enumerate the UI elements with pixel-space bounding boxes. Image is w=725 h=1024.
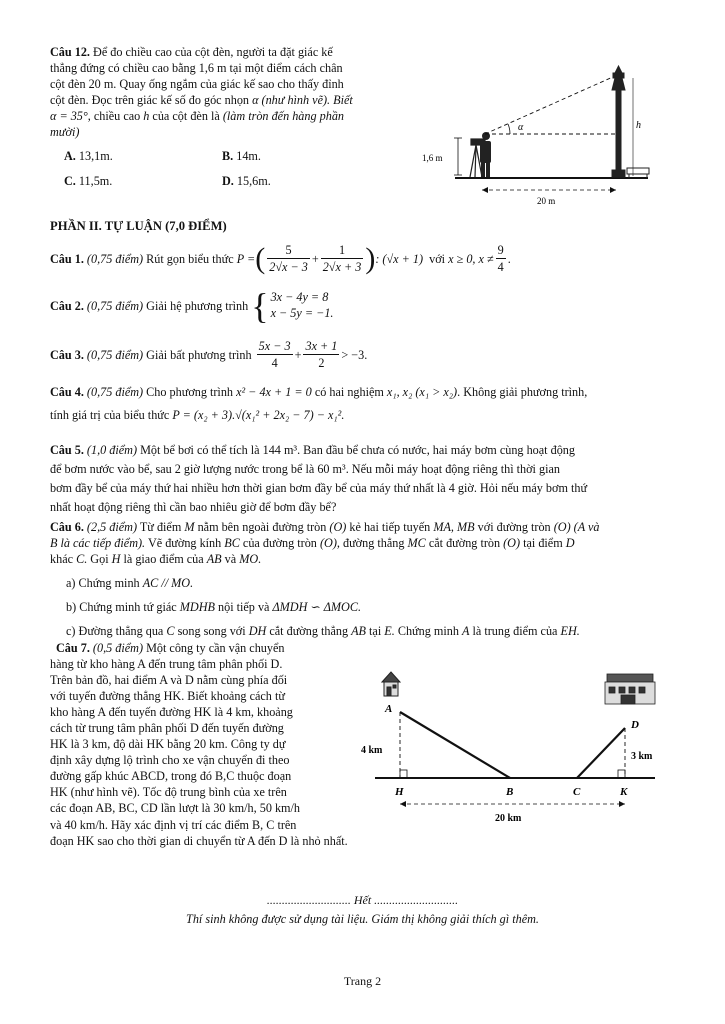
question-label: Câu 7. [56,641,90,655]
question-label: Câu 3. [50,347,84,362]
text: đường gấp khúc ABCD, trong đó B,C thuộc đoạn [50,769,292,784]
equation: x − 5y = −1. [270,306,334,320]
numerator: 1 [321,242,364,259]
math: + [311,251,319,266]
text: nhất hoạt động riêng thì cần bao nhiêu giờ để bơm đầy bể? [50,499,337,514]
option-value: 14m. [236,149,261,163]
brace: { [251,286,269,326]
option-label: D. [222,174,234,188]
fraction [267,242,310,275]
math: C. [76,552,88,567]
points: (0,75 điểm) [86,385,144,399]
denominator: 4 [497,260,504,275]
text: B là các tiếp điểm). [50,536,146,551]
math: > −3. [341,347,368,362]
distance-a-label: 4 km [361,745,383,756]
text: với [429,251,446,266]
text: (A và [573,520,600,534]
math: (O) [329,520,347,534]
points: (1,0 điểm) [86,443,138,457]
text: là trung điểm của [472,624,558,639]
points: (0,75 điểm) [86,298,144,313]
math: DH [248,624,267,639]
bench-icon [627,168,649,178]
text: Rút gọn biểu thức [146,251,234,266]
text: Từ điểm [139,520,182,534]
question-label: Câu 1. [50,251,84,266]
fraction [303,338,339,371]
math: + [294,347,302,362]
section-title: PHẦN II. TỰ LUẬN (7,0 ĐIỂM) [50,219,227,233]
text: để bơm nước vào bể, sau 2 giờ lượng nước trong bể là [50,461,315,476]
question-label: Câu 12. [50,45,90,59]
option-value: 11,5m. [78,174,113,188]
math: α [252,93,259,108]
angle-arc [508,124,510,134]
math: (O) [503,536,521,551]
math: AC // MO. [142,576,194,591]
math: H [111,552,121,567]
point-h: H [395,786,404,798]
math: AB [351,624,366,639]
question-label: Câu 5. [50,443,84,457]
essay-question-6 [50,519,700,640]
part-b: b) Chứng minh tứ giác [66,600,177,615]
math: MDHB [179,600,215,615]
numerator: 9 [496,242,506,259]
math: MA, MB [433,520,475,534]
text: , chiều cao [87,109,141,124]
option-label: A. [64,149,76,163]
hk-length-label: 20 km [495,813,522,824]
essay-question-1 [50,242,690,275]
text: Giải bất phương trình [146,347,252,362]
option-value: 13,1m. [78,149,113,163]
text: khác [50,552,74,567]
text: HK là 3 km, độ dài HK bằng 20 km. Công ty dự [50,737,286,752]
text: tính giá trị của biểu thức [50,407,170,422]
text: Giải hệ phương trình [146,298,249,313]
question-label: Câu 2. [50,298,84,313]
text: của đường tròn [242,536,317,551]
math: (O), [319,536,340,551]
math: BC [224,536,240,551]
math: D [565,536,575,551]
paren: ( [255,241,266,275]
essay-question-3 [50,338,367,371]
math: EH. [560,624,580,639]
text: thẳng đứng có chiều cao bằng 1,6 m tại một điểm cách chân [50,61,343,76]
text: Một công ty cần vận chuyển [146,641,285,655]
alpha-label: α [518,122,524,133]
text: Trên bản đồ, hai điểm A và D nằm cùng phía đối [50,673,288,688]
text: cột đèn 20 m. Quay ống ngắm của giác kế sao cho thấy đỉnh [50,77,344,92]
text: là giao điểm của [123,552,204,567]
warehouse-icon [382,672,400,696]
distribution-center-icon [605,674,655,704]
math: P = (x₂ + 3).√(x₁² + 2x₂ − 7) − x₁². [172,407,345,422]
text: . Ban đầu bể chưa có nước, hai máy bơm cùng hoạt động [297,443,575,457]
text: cột đèn. Đọc trên giác kế số đo góc nhọn [50,93,250,108]
essay-question-5 [50,441,700,517]
point-k: K [620,786,628,798]
numerator: 5x − 3 [257,338,293,355]
point-d: D [631,719,639,731]
text: bơm đầy bể của máy thứ hai nhiều hơn thời gian bơm đầy bể của máy thứ nhất là 4 giờ. Hỏi nếu máy bơm thứ [50,480,588,495]
points: (2,5 điểm) [86,520,138,534]
text: (làm tròn đến hàng phần [222,109,345,124]
text: định xây dựng lộ trình cho xe vận chuyển đi theo [50,753,290,768]
denominator: 2√x − 3 [269,260,308,275]
fraction [496,242,506,275]
essay-question-2 [50,288,333,324]
question-label: Câu 6. [50,520,84,534]
math: M [184,520,195,534]
height-label: 1,6 m [422,153,443,163]
math: (O) [553,520,571,534]
exam-note: Thí sinh không được sử dụng tài liệu. Giám thị không giải thích gì thêm. [186,912,539,926]
math: 60 m³ [317,461,346,476]
lamp-figure [420,40,670,215]
math: x₁, x₂ (x₁ > x₂) [386,385,458,399]
points: (0,5 điểm) [92,641,144,655]
text: các đoạn AB, BC, CD lần lượt là 30 km/h, 50 km/h [50,801,301,816]
text: Chứng minh [397,624,459,639]
option-value: 15,6m. [236,174,271,188]
equation: 3x − 4y = 8 [270,290,329,305]
point-b: B [506,786,514,798]
lamp-post-icon [612,66,625,177]
text: hàng từ kho hàng A đến trung tâm phân phối D. [50,657,283,672]
segment-ab [400,712,510,778]
numerator: 3x + 1 [303,338,339,355]
route-figure [355,662,675,832]
point-c: C [573,786,581,798]
part-a: a) Chứng minh [66,576,140,591]
fraction [321,242,364,275]
sight-line [485,76,615,134]
text: với đường tròn [477,520,551,534]
text: nội tiếp và [218,600,270,615]
text: song song với [177,624,246,639]
distance-label: 20 m [537,196,556,206]
text: với tuyến đường thẳng HK. Biết khoảng cách từ [50,689,285,704]
text: cách từ trung tâm phân phối D đến tuyến đường [50,721,284,736]
points: (0,75 điểm) [86,251,144,266]
text: Cho phương trình [146,385,234,399]
math: MO. [239,552,262,567]
text: . Không giải phương trình, [457,385,588,399]
text: Để đo chiều cao của cột đèn, người ta đặt giác kế [93,45,333,59]
option-b [222,149,261,164]
text: (như hình vẽ). Biết [261,93,353,108]
math: E. [384,624,395,639]
text: Một bể bơi có thể tích là [140,443,260,457]
denominator: 4 [271,356,278,371]
math: h [143,109,150,124]
end-marker: ............................ Hết ............................ [266,893,459,907]
math: . [507,251,511,266]
option-c [64,174,112,189]
question-label: Câu 4. [50,385,84,399]
fraction [257,338,293,371]
text: tại [369,624,382,639]
text: HK (như hình vẽ). Tốc độ trung bình của xe trên [50,785,287,800]
text: Gọi [90,552,109,567]
math: α = 35° [50,109,88,124]
option-label: C. [64,174,76,188]
option-d [222,174,271,189]
paren: ) [365,241,376,275]
page-number: Trang 2 [343,974,382,988]
denominator: 2 [318,356,325,371]
text: đường thẳng [342,536,405,551]
equation-system [251,288,333,324]
distance-d-label: 3 km [631,751,653,762]
text: của cột đèn là [152,109,220,124]
math: C [166,624,175,639]
text: mười) [50,125,80,140]
math: : (√x + 1) [375,251,424,266]
text: cắt đường tròn [428,536,501,551]
question-12 [50,44,420,141]
text: và [224,552,237,567]
math: MC [407,536,426,551]
text: kho hàng A đến tuyến đường HK là 4 km, khoảng [50,705,293,720]
denominator: 2√x + 3 [322,260,362,275]
text: và 40 km/h. Hãy xác định vị trí các điểm B, C trên [50,817,297,832]
text: nằm bên ngoài đường tròn [197,520,327,534]
math: A [462,624,470,639]
option-label: B. [222,149,234,163]
text: có hai nghiệm [314,385,384,399]
math: x ≥ 0, x ≠ [448,251,494,266]
math: ΔMDH ∽ ΔMOC. [272,600,361,615]
text: kẻ hai tiếp tuyến [349,520,431,534]
math: 144 m³ [262,443,298,457]
point-a: A [385,703,393,715]
text: đoạn HK sao cho thời gian di chuyển từ A đến D là nhỏ nhất. [50,833,348,848]
text: Vẽ đường kính [147,536,222,551]
part-c: c) Đường thẳng qua [66,624,164,639]
math: AB [206,552,222,567]
text: cắt đường thẳng [269,624,349,639]
points: (0,75 điểm) [86,347,144,362]
essay-question-4 [50,381,700,426]
numerator: 5 [267,242,310,259]
text: . Nếu mỗi máy hoạt động riêng thì thời gian [345,461,560,476]
h-label: h [636,120,641,131]
text: tại điểm [523,536,563,551]
math: P = [236,251,256,266]
math: x² − 4x + 1 = 0 [236,385,312,399]
option-a [64,149,113,164]
